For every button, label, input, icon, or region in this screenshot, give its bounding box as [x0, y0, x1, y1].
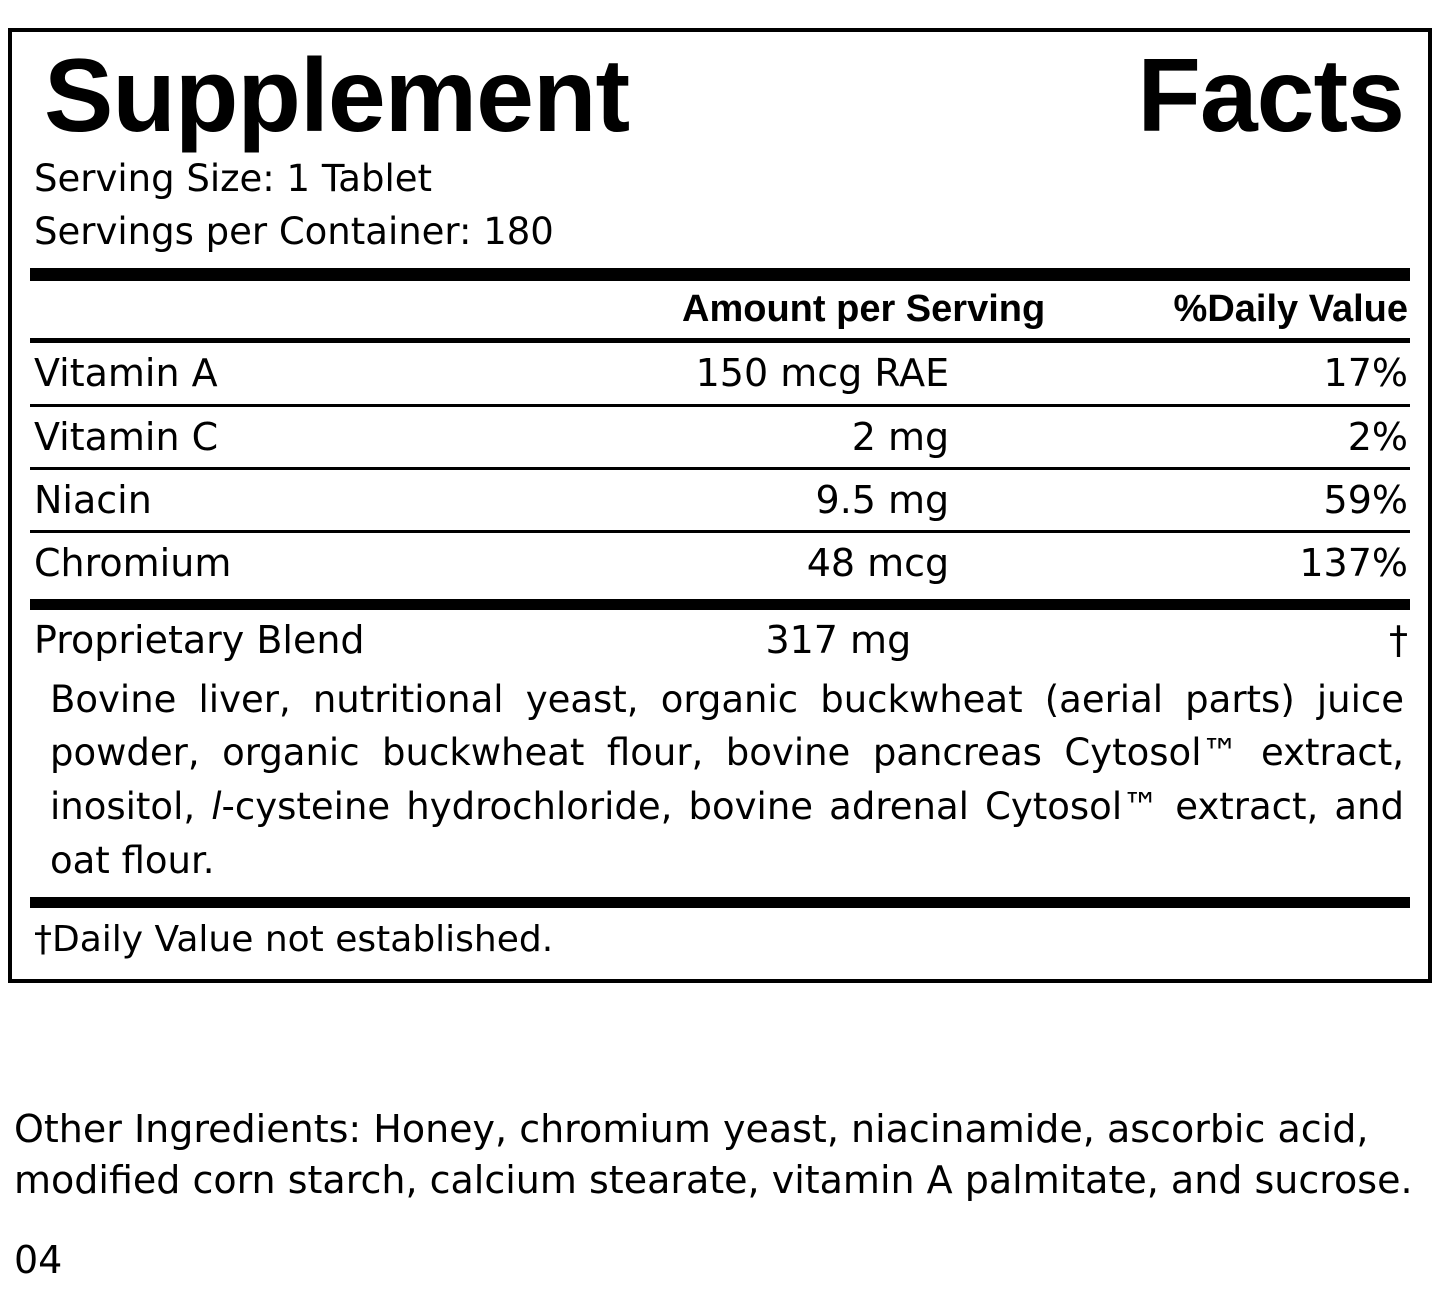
nutrient-amount: 150 mcg RAE [582, 343, 1051, 405]
blend-label: Proprietary Blend [34, 618, 365, 663]
title-word-supplement: Supplement [44, 38, 630, 154]
nutrient-amount: 48 mcg [806, 541, 950, 586]
title-word-facts: Facts [1137, 38, 1404, 154]
blend-daily-value: † [1389, 618, 1408, 663]
nutrient-daily-value: 2% [1051, 405, 1410, 468]
proprietary-blend-row [30, 610, 1410, 670]
label-code: 04 [14, 1238, 63, 1282]
nutrient-label: Vitamin A [30, 343, 582, 405]
page-title [30, 38, 1410, 154]
nutrient-label: Vitamin C [30, 405, 582, 468]
table-row [30, 405, 1410, 468]
nutrient-daily-value: 137% [1299, 541, 1408, 586]
divider-thick-top [30, 268, 1410, 281]
facts-panel [8, 28, 1432, 983]
header-nutrient [30, 281, 582, 338]
daily-value-footnote: †Daily Value not established. [34, 919, 554, 961]
nutrient-rows [30, 343, 1410, 593]
table-row [30, 610, 1410, 670]
serving-size: Serving Size: 1 Tablet [34, 157, 433, 201]
nutrient-amount: 9.5 mg [582, 468, 1051, 531]
servings-per-container: Servings per Container: 180 [34, 209, 554, 253]
nutrient-label: Chromium [34, 541, 232, 586]
blend-amount: 317 mg [765, 618, 912, 663]
nutrition-table [30, 281, 1410, 338]
nutrient-daily-value: 17% [1051, 343, 1410, 405]
nutrient-amount: 2 mg [582, 405, 1051, 468]
header-amount-per-serving: Amount per Serving [682, 288, 1046, 331]
blend-ingredient-list [30, 671, 1410, 892]
table-row [30, 343, 1410, 405]
table-row [30, 532, 1410, 594]
table-row [30, 468, 1410, 531]
divider-thick-bottom [30, 897, 1410, 908]
table-header-row [30, 281, 1410, 338]
blend-desc-part1: Bovine liver, nutritional yeast, organic buckwheat (aerial parts) juice powder, organic buckwheat flour, bovine pancreas Cytosol™ extract, inositol, [50, 677, 1404, 829]
nutrient-daily-value: 59% [1051, 468, 1410, 531]
blend-desc-italic: l [211, 785, 222, 829]
header-daily-value: %Daily Value [1173, 288, 1408, 331]
nutrient-label: Niacin [30, 468, 582, 531]
blend-desc-part2: -cysteine hydrochloride, bovine adrenal Cytosol™ extract, and oat flour. [50, 785, 1404, 882]
other-ingredients: Other Ingredients: Honey, chromium yeast, niacinamide, ascorbic acid, modified corn starch, calcium stearate, vitamin A palmitate, and sucrose. [14, 1107, 1413, 1202]
divider-thick-blend [30, 599, 1410, 610]
